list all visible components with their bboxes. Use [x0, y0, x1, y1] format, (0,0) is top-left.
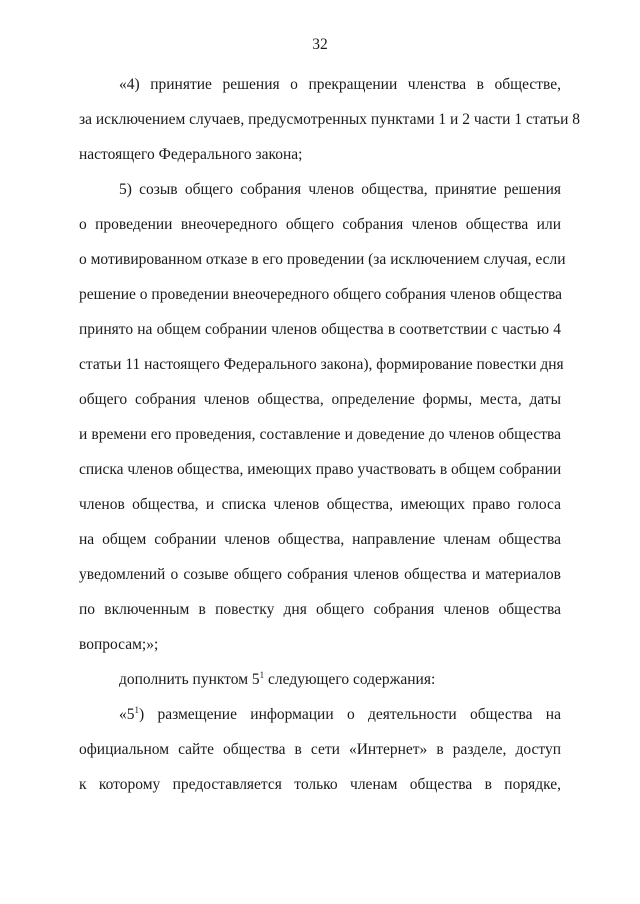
paragraph-5-line: 5) созыв общего собрания членов общества, принятие решения [119, 181, 561, 198]
amendment-instruction [119, 671, 561, 689]
paragraph-5-line: уведомлений о созыве общего собрания членов общества и материалов [79, 566, 561, 583]
paragraph-5-line: статьи 11 настоящего Федерального закона), формирование повестки дня [79, 356, 564, 373]
paragraph-5-line: членов общества, и списка членов общества, имеющих право голоса [79, 496, 561, 513]
paragraph-5-line: общего собрания членов общества, определение формы, места, даты [79, 391, 561, 408]
paragraph-5-1-line [119, 706, 561, 724]
paragraph-5-line: вопросам;»; [79, 636, 159, 653]
paragraph-5-line: и времени его проведения, составление и доведение до членов общества [79, 426, 561, 443]
paragraph-5-line: принято на общем собрании членов общества в соответствии с частью 4 [79, 321, 561, 338]
paragraph-5-line: по включенным в повестку дня общего собрания членов общества [79, 601, 561, 618]
paragraph-5-line: о мотивированном отказе в его проведении (за исключением случая, если [79, 251, 566, 268]
paragraph-5-line: решение о проведении внеочередного общего собрания членов общества [79, 286, 563, 303]
amendment-text: следующего содержания: [264, 671, 436, 688]
amendment-text: дополнить пунктом 5 [119, 671, 260, 688]
paragraph-5-line: на общем собрании членов общества, направление членам общества [79, 531, 561, 548]
paragraph-5-1-number: «5 [119, 706, 135, 723]
paragraph-4-line: «4) принятие решения о прекращении членства в обществе, [119, 76, 561, 93]
paragraph-5-1-line: официальном сайте общества в сети «Интернет» в разделе, доступ [79, 741, 561, 758]
paragraph-4-line: настоящего Федерального закона; [79, 146, 303, 163]
paragraph-4-line: за исключением случаев, предусмотренных пунктами 1 и 2 части 1 статьи 8 [79, 111, 581, 128]
page-number: 32 [312, 36, 328, 53]
paragraph-5-line: о проведении внеочередного общего собрания членов общества или [79, 216, 561, 233]
paragraph-5-1-line: к которому предоставляется только членам общества в порядке, [79, 776, 561, 793]
paragraph-5-line: списка членов общества, имеющих право участвовать в общем собрании [79, 461, 562, 478]
superscript: 1 [259, 670, 265, 680]
paragraph-5-1-text: ) размещение информации о деятельности общества на [139, 706, 561, 723]
superscript: 1 [134, 705, 139, 715]
